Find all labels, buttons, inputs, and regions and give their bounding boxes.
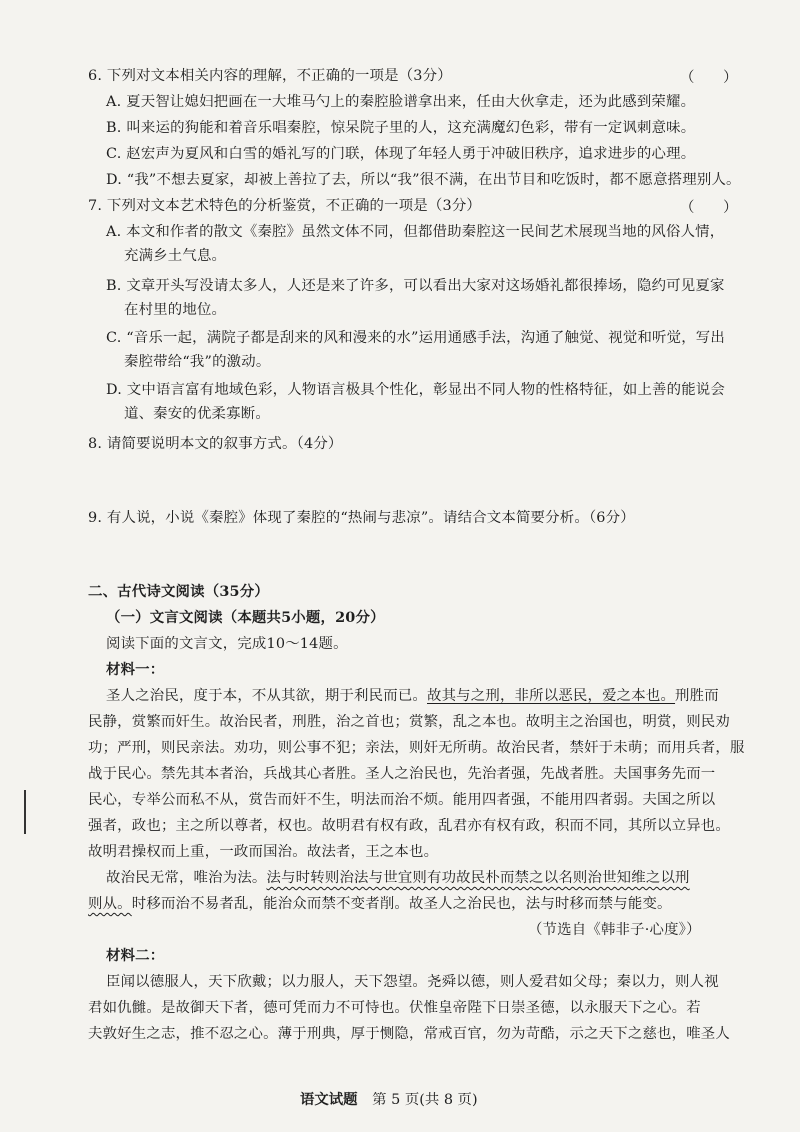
q6-option-b: B. 叫来运的狗能和着音乐唱秦腔，惊呆院子里的人，这充满魔幻色彩，带有一定讽刺意味。	[106, 120, 696, 136]
q7-option-b-line2: 在村里的地位。	[124, 302, 227, 318]
material-one-line: 则从。时移而治不易者乱，能治众而禁不变者削。故圣人之治民也，法与时移而禁与能变。	[88, 896, 672, 912]
q6-option-a: A. 夏天智让媳妇把画在一大堆马勺上的秦腔脸谱拿出来，任由大伙拿走，还为此感到荣耀。	[106, 94, 696, 110]
q7-stem: 7. 下列对文本艺术特色的分析鉴赏，不正确的一项是（3分）	[88, 198, 482, 214]
q8-stem: 8. 请简要说明本文的叙事方式。（4分）	[88, 436, 343, 452]
q6-option-c: C. 赵宏声为夏风和白雪的婚礼写的门联，体现了年轻人勇于冲破旧秩序，追求进步的心理。	[106, 146, 696, 162]
material-one-line: 民心，专举公而私不从，赏告而奸不生，明法而治不烦。能用四者强，不能用四者弱。夫国之所以	[88, 792, 716, 808]
material-one-line: 功；严刑，则民亲法。劝功，则公事不犯；亲法，则奸无所萌。故治民者，禁奸于未萌；而用兵者，服	[88, 740, 745, 756]
footer-subject: 语文试题	[300, 1091, 358, 1108]
material-one-line: 故治民无常，唯治为法。法与时转则治法与世宜则有功故民朴而禁之以名则治世知维之以刑	[106, 870, 690, 886]
material-one-line: 战于民心。禁先其本者治，兵战其心者胜。圣人之治民也，先治者强，先战者胜。夫国事务先而一	[88, 766, 716, 782]
margin-mark	[24, 790, 26, 834]
section-title: 二、古代诗文阅读（35分）	[88, 583, 269, 600]
q7-option-a-line2: 充满乡土气息。	[124, 248, 227, 264]
wavy-underlined-sentence: 法与时转则治法与世宜则有功故民朴而禁之以名则治世知维之以刑	[266, 870, 690, 886]
footer-page-number: 第 5 页(共 8 页)	[372, 1092, 478, 1108]
q7-answer-paren: （ ）	[680, 200, 738, 216]
q7-option-d-line2: 道、秦安的优柔寡断。	[124, 406, 270, 422]
material-one-label: 材料一：	[106, 661, 165, 678]
subsection-title: （一）文言文阅读（本题共5小题，20分）	[106, 609, 385, 626]
reading-instruction: 阅读下面的文言文，完成10～14题。	[106, 636, 348, 652]
page-footer	[300, 1088, 478, 1109]
q7-option-d-line1: D. 文中语言富有地域色彩，人物语言极具个性化，彰显出不同人物的性格特征，如上善的能说会	[106, 382, 725, 398]
material-one-line: 圣人之治民，度于本，不从其欲，期于利民而已。故其与之刑，非所以恶民，爱之本也。刑胜而	[106, 688, 719, 704]
q7-option-a-line1: A. 本文和作者的散文《秦腔》虽然文体不同，但都借助秦腔这一民间艺术展现当地的风俗人情，	[106, 224, 725, 240]
q6-option-d: D. “我”不想去夏家，却被上善拉了去，所以“我”很不满，在出节目和吃饭时，都不愿意搭理别人。	[106, 172, 741, 188]
q6-answer-paren: （ ）	[680, 70, 738, 86]
material-two-line: 夫敦好生之志，推不忍之心。薄于刑典，厚于恻隐，常戒百官，勿为苛酷，示之天下之慈也，唯圣人	[88, 1026, 730, 1042]
q7-option-b-line1: B. 文章开头写没请太多人，人还是来了许多，可以看出大家对这场婚礼都很捧场，隐约可见夏家	[106, 278, 725, 294]
material-two-line: 君如仇雠。是故御天下者，德可凭而力不可恃也。伏惟皇帝陛下日崇圣德，以永服天下之心。若	[88, 1000, 701, 1016]
q9-stem: 9. 有人说，小说《秦腔》体现了秦腔的“热闹与悲凉”。请结合文本简要分析。（6分）	[88, 510, 635, 526]
q7-option-c-line1: C. “音乐一起，满院子都是刮来的风和漫来的水”运用通感手法，沟通了触觉、视觉和听觉，写出	[106, 330, 725, 346]
material-one-line: 民静，赏繁而奸生。故治民者，刑胜，治之首也；赏繁，乱之本也。故明主之治国也，明赏，则民劝	[88, 714, 730, 730]
wavy-underlined-sentence: 则从。	[88, 896, 132, 912]
material-two-label: 材料二：	[106, 947, 165, 964]
underlined-sentence: 故其与之刑，非所以恶民，爱之本也。	[427, 688, 676, 704]
q6-stem: 6. 下列对文本相关内容的理解，不正确的一项是（3分）	[88, 68, 452, 84]
material-one-line: 故明君操权而上重，一政而国治。故法者，王之本也。	[88, 844, 439, 860]
material-two-line: 臣闻以德服人，天下欣戴；以力服人，天下怨望。尧舜以德，则人爱君如父母；秦以力，则人视	[106, 974, 719, 990]
source-citation: （节选自《韩非子·心度》）	[528, 922, 701, 938]
material-one-line: 强者，政也；主之所以尊者，权也。故明君有权有政，乱君亦有权有政，积而不同，其所以立异也。	[88, 818, 730, 834]
q7-option-c-line2: 秦腔带给“我”的激动。	[124, 354, 271, 370]
